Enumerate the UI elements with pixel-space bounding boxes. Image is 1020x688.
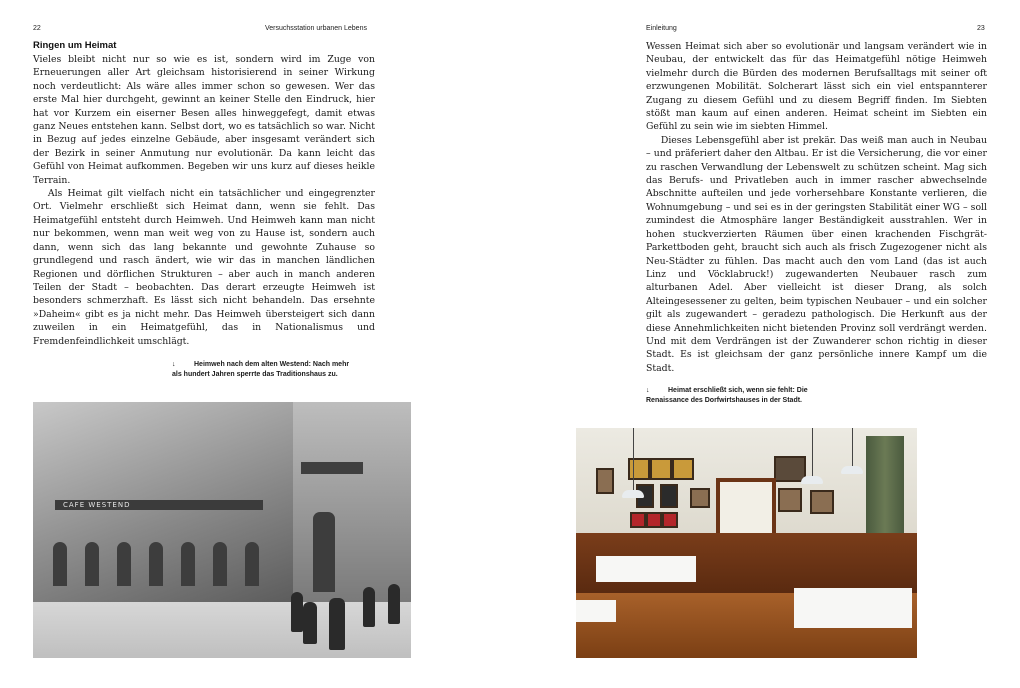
picture-frame — [630, 512, 646, 528]
window — [245, 542, 259, 586]
paragraph: Als Heimat gilt vielfach nicht ein tatsächlicher und eingegrenzter Ort. Vielmehr erschließt sich Heimat dann, wenn sie fehlt. Das Heimatgefühl entsteht durch Heimweh. Und Heimweh kann man nicht nur bekommen, wenn man weit weg von zu Hause ist, sondern auch dann, wenn sich das lang bekannte und gewohnte Zuhause so grundlegend und rasch ändert, wie wir das in manchen ländlichen Regionen und dörflichen Strukturen – aber auch in manch anderen Teilen der Stadt – beobachten. Das derart erzeugte Heimweh ist besonders schmerzhaft. Es lässt sich nicht behandeln. Das ersehnte »Daheim« gibt es ja nicht mehr. Das Heimweh übersteigert sich dann zuweilen in ein Heimatgefühl, das in Nationalismus und Fremdenfeindlichkeit umschlägt. — [33, 188, 375, 347]
dining-table — [576, 600, 616, 622]
window — [213, 542, 227, 586]
window — [149, 542, 163, 586]
pedestrian — [363, 587, 375, 627]
body-text — [33, 53, 375, 348]
picture-frame — [628, 458, 650, 480]
lamp-cord — [812, 428, 813, 476]
page-number: 22 — [33, 25, 41, 32]
lamp — [841, 466, 863, 474]
section-heading: Ringen um Heimat — [33, 40, 117, 51]
pedestrian — [303, 602, 317, 644]
picture-frame — [672, 458, 694, 480]
cafe-westend-photo — [33, 402, 411, 658]
running-head: Einleitung — [646, 25, 677, 32]
entrance — [313, 512, 335, 592]
picture-frame — [660, 484, 678, 508]
dining-table — [794, 588, 912, 628]
shop-sign — [301, 462, 363, 474]
window — [85, 542, 99, 586]
lamp-cord — [633, 428, 634, 490]
paragraph: Vieles bleibt nicht nur so wie es ist, sondern wird im Zuge von Erneuerungen aller Art gleichsam historisierend in seiner Wirkung noch verdeutlicht: Als wäre alles immer schon so gewesen. Wer das erste Mal hier durchgeht, gewinnt an keiner Stelle den Eindruck, hier hat vor Kurzem ein eiserner Besen alles hinweggefegt, damit etwas ganz Neues entstehen kann. Selbst dort, wo es tatsächlich so war. Nicht in Bezug auf jedes einzelne Gebäude, aber insgesamt verändert sich der Bezirk in seiner Anmutung nur evolutionär. Da kann leicht das Gefühl von Heimat aufkommen. Begeben wir uns kurz auf dieses heikle Terrain. — [33, 54, 375, 186]
running-head: Versuchsstation urbanen Lebens — [265, 25, 367, 32]
street — [33, 602, 411, 658]
dining-table — [596, 556, 696, 582]
window — [53, 542, 67, 586]
picture-frame — [810, 490, 834, 514]
paragraph: Dieses Lebensgefühl aber ist prekär. Das weiß man auch in Neubau – und präferiert daher den Altbau. Er ist die Versicherung, die vor einer zu raschen Verwandlung der Lebenswelt zu schützen scheint. Mag sich das Berufs- und Privatleben auch in immer rascher abwechselnde Abschnitte aufteilen und jede vorhersehbare Konstante verlieren, die Wohnumgebung – und sei es in der geringsten Stabilität einer WG – soll zumindest die Atmosphäre langer Beständigkeit ausstrahlen. Wer in hohen stuckverzierten Räumen über einen krachenden Fischgrät-Parkettboden geht, braucht sich auch als frisch Zugezogener nicht als Neu-Städter zu fühlen. Das macht auch den vom Land (das ist auch Linz und Vöcklabruck!) zugewanderten Neubauer rasch zum alturbanen Adel. Aber vielleicht ist dieser Drang, als solch Alteingesessener zu gelten, beim typischen Neubauer – und ein solcher gilt als zugewandert – geradezu pathologisch. Die Herkunft aus der diese Annehmlichkeiten nicht bietenden Provinz soll verdrängt werden. Und mit dem Verdrängen ist der Zuwanderer schon richtig in dieser Stadt. Es ist gleichsam der ganz persönliche innere Kampf um die Stadt. — [646, 134, 987, 374]
picture-frame — [646, 512, 662, 528]
page-number: 23 — [977, 25, 985, 32]
cafe-sign: CAFE WESTEND — [55, 500, 263, 510]
photo-caption — [172, 360, 352, 380]
picture-frame — [662, 512, 678, 528]
pedestrian — [388, 584, 400, 624]
lamp — [801, 476, 823, 484]
window — [181, 542, 195, 586]
arrow-down-icon: ↓ — [646, 387, 650, 394]
picture-frame — [690, 488, 710, 508]
arrow-down-icon: ↓ — [172, 361, 176, 368]
window — [117, 542, 131, 586]
picture-frame — [650, 458, 672, 480]
body-text — [646, 40, 987, 375]
photo-caption — [646, 386, 826, 406]
caption-text: Heimweh nach dem alten Westend: Nach mehr als hundert Jahren sperrte das Traditionshaus zu. — [172, 361, 350, 378]
picture-frame — [778, 488, 802, 512]
caption-text: Heimat erschließt sich, wenn sie fehlt: Die Renaissance des Dorfwirtshauses in der Stadt. — [646, 387, 808, 404]
pedestrian — [329, 598, 345, 650]
picture-frame — [596, 468, 614, 494]
paragraph: Wessen Heimat sich aber so evolutionär und langsam verändert wie in Neubau, der entwickelt das für das Heimatgefühl nötige Heimweh vielmehr durch die Bürden des modernen Berufsalltags mit seiner oft erzwungenen Mobilität. Solcherart lässt sich ein viel entspannterer Zugang zu diesem Gefühl und zu diesem Begriff finden. Im Siebten stößt man kaum auf einen anderen. Heimat scheint im Siebten ein Gefühl zu sein wie im siebten Himmel. — [646, 41, 987, 133]
pedestrian — [291, 592, 303, 632]
building-facade — [293, 402, 411, 602]
lamp — [622, 490, 644, 498]
curtain — [866, 436, 904, 536]
dorfwirtshaus-photo — [576, 428, 917, 658]
lamp-cord — [852, 428, 853, 466]
